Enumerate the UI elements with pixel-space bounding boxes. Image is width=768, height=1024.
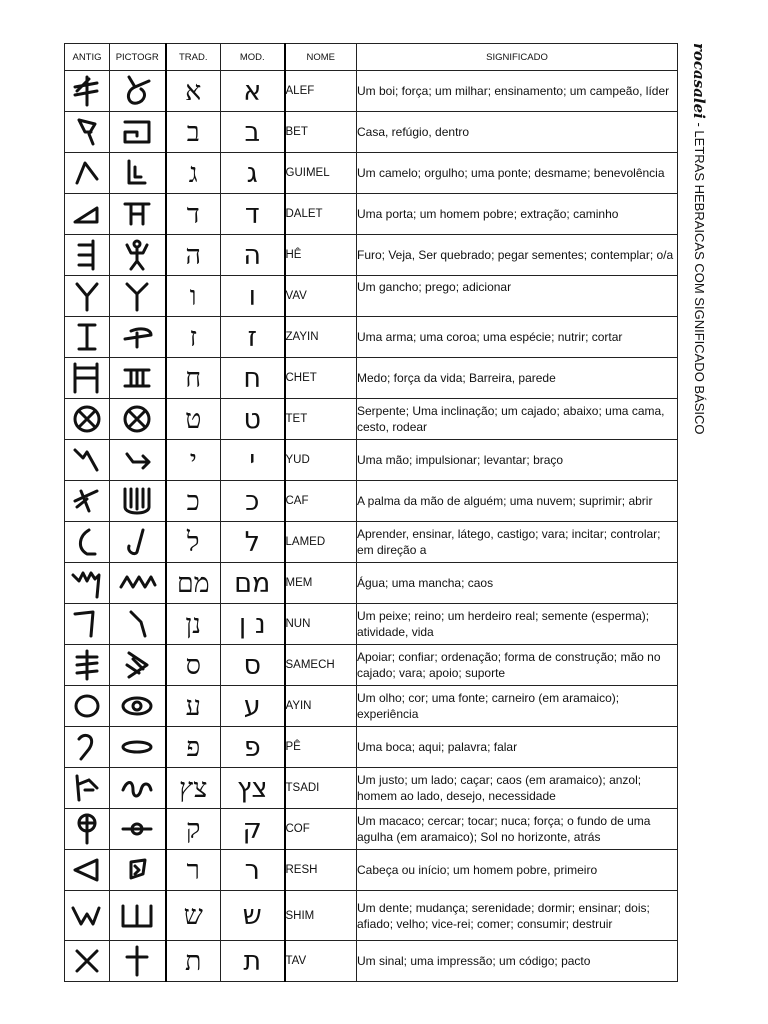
traditional-letter: ש <box>166 891 221 941</box>
modern-letter: ק <box>221 809 285 850</box>
lamed-ancient-icon <box>65 522 110 563</box>
traditional-letter: כ <box>166 481 221 522</box>
modern-letter: ג <box>221 153 285 194</box>
letter-meaning: Água; uma mancha; caos <box>357 563 678 604</box>
tent-peg-icon <box>110 276 166 317</box>
letter-meaning: Medo; força da vida; Barreira, parede <box>357 358 678 399</box>
table-row <box>65 686 678 727</box>
shepherd-staff-icon <box>110 522 166 563</box>
letter-meaning: Serpente; Uma inclinação; um cajado; abaixo; uma cama, cesto, rodear <box>357 399 678 440</box>
letter-name: TSADI <box>285 768 357 809</box>
modern-letter: ה <box>221 235 285 276</box>
teeth-icon <box>110 891 166 941</box>
resh-ancient-icon <box>65 850 110 891</box>
modern-letter: י <box>221 440 285 481</box>
table-row <box>65 317 678 358</box>
header-nome: NOME <box>285 44 357 71</box>
water-icon <box>110 563 166 604</box>
table-row <box>65 522 678 563</box>
table-row <box>65 276 678 317</box>
traditional-letter: ר <box>166 850 221 891</box>
letter-meaning: A palma da mão de alguém; uma nuvem; suprimir; abrir <box>357 481 678 522</box>
letter-name: CAF <box>285 481 357 522</box>
foot-icon <box>110 153 166 194</box>
man-arms-raised-icon <box>110 235 166 276</box>
letter-meaning: Um sinal; uma impressão; um código; pacto <box>357 941 678 982</box>
ox-head-icon <box>110 71 166 112</box>
table-row <box>65 235 678 276</box>
traditional-letter: ה <box>166 235 221 276</box>
mouth-icon <box>110 727 166 768</box>
modern-letter: ז <box>221 317 285 358</box>
modern-letter: צץ <box>221 768 285 809</box>
samech-ancient-icon <box>65 645 110 686</box>
letter-meaning: Um olho; cor; uma fonte; carneiro (em aramaico); experiência <box>357 686 678 727</box>
modern-letter: ס <box>221 645 285 686</box>
letter-name: COF <box>285 809 357 850</box>
thorn-icon <box>110 645 166 686</box>
letter-name: TET <box>285 399 357 440</box>
arm-hand-icon <box>110 440 166 481</box>
modern-letter: ט <box>221 399 285 440</box>
modern-letter: פ <box>221 727 285 768</box>
header-antig: ANTIG <box>65 44 110 71</box>
traditional-letter: צץ <box>166 768 221 809</box>
traditional-letter: ע <box>166 686 221 727</box>
traditional-letter: ל <box>166 522 221 563</box>
traditional-letter: ג <box>166 153 221 194</box>
letter-name: PÊ <box>285 727 357 768</box>
table-row <box>65 153 678 194</box>
traditional-letter: ט <box>166 399 221 440</box>
table-row <box>65 727 678 768</box>
traditional-letter: ק <box>166 809 221 850</box>
he-ancient-icon <box>65 235 110 276</box>
traditional-letter: פ <box>166 727 221 768</box>
table-row <box>65 71 678 112</box>
tav-ancient-icon <box>65 941 110 982</box>
dalet-ancient-icon <box>65 194 110 235</box>
table-row <box>65 891 678 941</box>
traditional-letter: ו <box>166 276 221 317</box>
header-mod: MOD. <box>221 44 285 71</box>
modern-letter: ת <box>221 941 285 982</box>
modern-letter: ד <box>221 194 285 235</box>
letter-meaning: Casa, refúgio, dentro <box>357 112 678 153</box>
letter-name: CHET <box>285 358 357 399</box>
letter-meaning: Cabeça ou início; um homem pobre, primeiro <box>357 850 678 891</box>
letter-name: RESH <box>285 850 357 891</box>
letter-meaning: Uma boca; aqui; palavra; falar <box>357 727 678 768</box>
letter-name: GUIMEL <box>285 153 357 194</box>
letter-name: SAMECH <box>285 645 357 686</box>
table-row <box>65 850 678 891</box>
table-row <box>65 440 678 481</box>
traditional-letter: א <box>166 71 221 112</box>
letter-meaning: Apoiar; confiar; ordenação; forma de construção; mão no cajado; vara; apoio; suporte <box>357 645 678 686</box>
shin-ancient-icon <box>65 891 110 941</box>
traditional-letter: ת <box>166 941 221 982</box>
table-row <box>65 358 678 399</box>
letter-name: VAV <box>285 276 357 317</box>
letter-meaning: Um dente; mudança; serenidade; dormir; ensinar; dois; afiado; velho; vice-rei; comer; consumir; destruir <box>357 891 678 941</box>
table-row <box>65 481 678 522</box>
traditional-letter: ב <box>166 112 221 153</box>
alef-ancient-icon <box>65 71 110 112</box>
modern-letter: נ ן <box>221 604 285 645</box>
trail-icon <box>110 768 166 809</box>
vav-ancient-icon <box>65 276 110 317</box>
tent-door-icon <box>110 194 166 235</box>
letter-meaning: Um peixe; reino; um herdeiro real; semente (esperma); atividade, vida <box>357 604 678 645</box>
caf-ancient-icon <box>65 481 110 522</box>
table-header-row <box>65 44 678 71</box>
table-row <box>65 399 678 440</box>
traditional-letter: ס <box>166 645 221 686</box>
letter-name: YUD <box>285 440 357 481</box>
modern-letter: ע <box>221 686 285 727</box>
letter-meaning: Uma arma; uma coroa; uma espécie; nutrir; cortar <box>357 317 678 358</box>
letter-name: ALEF <box>285 71 357 112</box>
tet-ancient-icon <box>65 399 110 440</box>
modern-letter: ש <box>221 891 285 941</box>
letter-name: LAMED <box>285 522 357 563</box>
side-title <box>690 43 708 435</box>
traditional-letter: מם <box>166 563 221 604</box>
table-row <box>65 194 678 235</box>
ayin-ancient-icon <box>65 686 110 727</box>
letter-meaning: Um boi; força; um milhar; ensinamento; um campeão, líder <box>357 71 678 112</box>
modern-letter: ח <box>221 358 285 399</box>
letter-name: NUN <box>285 604 357 645</box>
letter-meaning: Um camelo; orgulho; uma ponte; desmame; benevolência <box>357 153 678 194</box>
guimel-ancient-icon <box>65 153 110 194</box>
header-significado: SIGNIFICADO <box>357 44 678 71</box>
table-row <box>65 768 678 809</box>
tent-floorplan-icon <box>110 112 166 153</box>
zayin-ancient-icon <box>65 317 110 358</box>
table-row <box>65 563 678 604</box>
cross-mark-icon <box>110 941 166 982</box>
tent-wall-icon <box>110 358 166 399</box>
letter-meaning: Um justo; um lado; caçar; caos (em aramaico); anzol; homem ao lado, desejo, necessidade <box>357 768 678 809</box>
letter-name: HÊ <box>285 235 357 276</box>
table-row <box>65 941 678 982</box>
mem-ancient-icon <box>65 563 110 604</box>
traditional-letter: י <box>166 440 221 481</box>
mattock-icon <box>110 317 166 358</box>
traditional-letter: ד <box>166 194 221 235</box>
traditional-letter: ז <box>166 317 221 358</box>
bet-ancient-icon <box>65 112 110 153</box>
head-icon <box>110 850 166 891</box>
table-row <box>65 809 678 850</box>
tsadi-ancient-icon <box>65 768 110 809</box>
palm-icon <box>110 481 166 522</box>
letter-meaning: Aprender, ensinar, látego, castigo; vara; incitar; controlar; em direção a <box>357 522 678 563</box>
eye-icon <box>110 686 166 727</box>
letter-name: DALET <box>285 194 357 235</box>
letter-meaning: Um macaco; cercar; tocar; nuca; força; o fundo de uma agulha (em aramaico); Sol no horizonte, atrás <box>357 809 678 850</box>
modern-letter: ב <box>221 112 285 153</box>
letter-meaning: Uma mão; impulsionar; levantar; braço <box>357 440 678 481</box>
pe-ancient-icon <box>65 727 110 768</box>
letter-name: BET <box>285 112 357 153</box>
brand-logo: rocasalei <box>690 43 708 119</box>
cof-ancient-icon <box>65 809 110 850</box>
modern-letter: ל <box>221 522 285 563</box>
seed-icon <box>110 604 166 645</box>
header-trad: TRAD. <box>166 44 221 71</box>
table-row <box>65 112 678 153</box>
basket-icon <box>110 399 166 440</box>
hebrew-letters-table <box>64 43 678 982</box>
letter-name: MEM <box>285 563 357 604</box>
modern-letter: כ <box>221 481 285 522</box>
letter-name: ZAYIN <box>285 317 357 358</box>
header-pictogr: PICTOGR <box>110 44 166 71</box>
letter-meaning: Um gancho; prego; adicionar <box>357 276 678 317</box>
table-row <box>65 645 678 686</box>
letter-meaning: Furo; Veja, Ser quebrado; pegar sementes; contemplar; o/a <box>357 235 678 276</box>
letter-name: TAV <box>285 941 357 982</box>
letter-meaning: Uma porta; um homem pobre; extração; caminho <box>357 194 678 235</box>
traditional-letter: נן <box>166 604 221 645</box>
side-subtitle: - LETRAS HEBRAICAS COM SIGNIFICADO BÁSICO <box>692 118 707 435</box>
traditional-letter: ח <box>166 358 221 399</box>
table-row <box>65 604 678 645</box>
yud-ancient-icon <box>65 440 110 481</box>
modern-letter: ו <box>221 276 285 317</box>
sun-horizon-icon <box>110 809 166 850</box>
letter-name: SHIM <box>285 891 357 941</box>
modern-letter: ר <box>221 850 285 891</box>
modern-letter: מם <box>221 563 285 604</box>
chet-ancient-icon <box>65 358 110 399</box>
modern-letter: א <box>221 71 285 112</box>
letter-name: AYIN <box>285 686 357 727</box>
nun-ancient-icon <box>65 604 110 645</box>
